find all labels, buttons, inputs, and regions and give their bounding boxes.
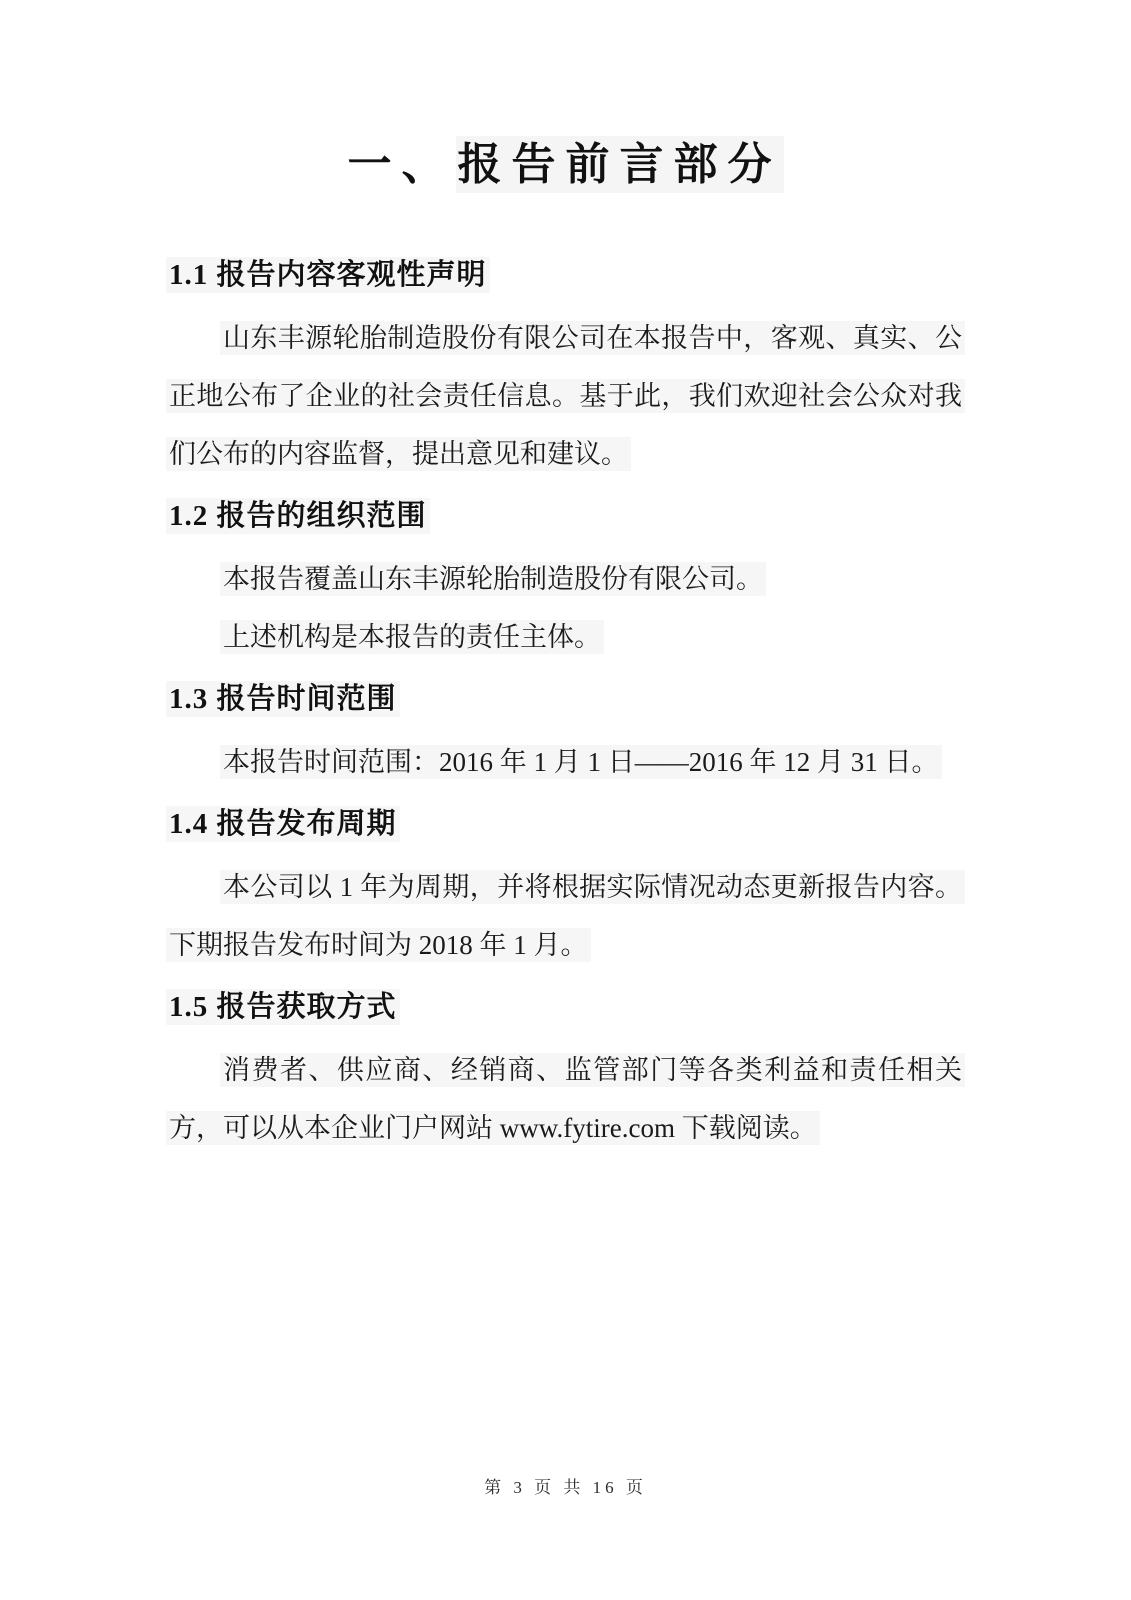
section-heading-text: 1.2 报告的组织范围 [166, 498, 430, 534]
page-number: 第 3 页 共 16 页 [484, 1478, 647, 1497]
page-title-prefix: 一、 [347, 140, 456, 189]
section-1-1 [166, 252, 965, 483]
paragraph [166, 733, 965, 791]
paragraph-text: 上述机构是本报告的责任主体。 [220, 620, 604, 654]
section-1-2 [166, 493, 965, 666]
paragraph-text: 本报告覆盖山东丰源轮胎制造股份有限公司。 [220, 562, 766, 596]
section-heading [166, 676, 965, 717]
paragraph [166, 550, 965, 608]
section-heading-text: 1.1 报告内容客观性声明 [166, 257, 490, 293]
paragraph [166, 608, 965, 666]
section-1-4 [166, 801, 965, 974]
section-heading [166, 801, 965, 842]
section-heading [166, 984, 965, 1025]
section-1-3 [166, 676, 965, 791]
section-1-5 [166, 984, 965, 1157]
page-title [166, 128, 965, 192]
paragraph [166, 309, 965, 483]
paragraph [166, 1041, 965, 1157]
paragraph-text: 本报告时间范围：2016 年 1 月 1 日——2016 年 12 月 31 日。 [220, 745, 942, 779]
page-footer [0, 1473, 1131, 1498]
section-heading [166, 493, 965, 534]
section-heading [166, 252, 965, 293]
section-heading-text: 1.5 报告获取方式 [166, 989, 400, 1025]
paragraph-text: 山东丰源轮胎制造股份有限公司在本报告中，客观、真实、公正地公布了企业的社会责任信息。基于此，我们欢迎社会公众对我们公布的内容监督，提出意见和建议。 [166, 321, 965, 471]
page-content [0, 128, 1131, 1157]
paragraph [166, 858, 965, 974]
page-title-main: 报告前言部分 [456, 136, 784, 193]
paragraph-text: 消费者、供应商、经销商、监管部门等各类利益和责任相关方，可以从本企业门户网站 www.fytire.com 下载阅读。 [166, 1053, 965, 1145]
paragraph-text: 本公司以 1 年为周期，并将根据实际情况动态更新报告内容。下期报告发布时间为 2018 年 1 月。 [166, 870, 965, 962]
section-heading-text: 1.3 报告时间范围 [166, 681, 400, 717]
section-heading-text: 1.4 报告发布周期 [166, 806, 400, 842]
